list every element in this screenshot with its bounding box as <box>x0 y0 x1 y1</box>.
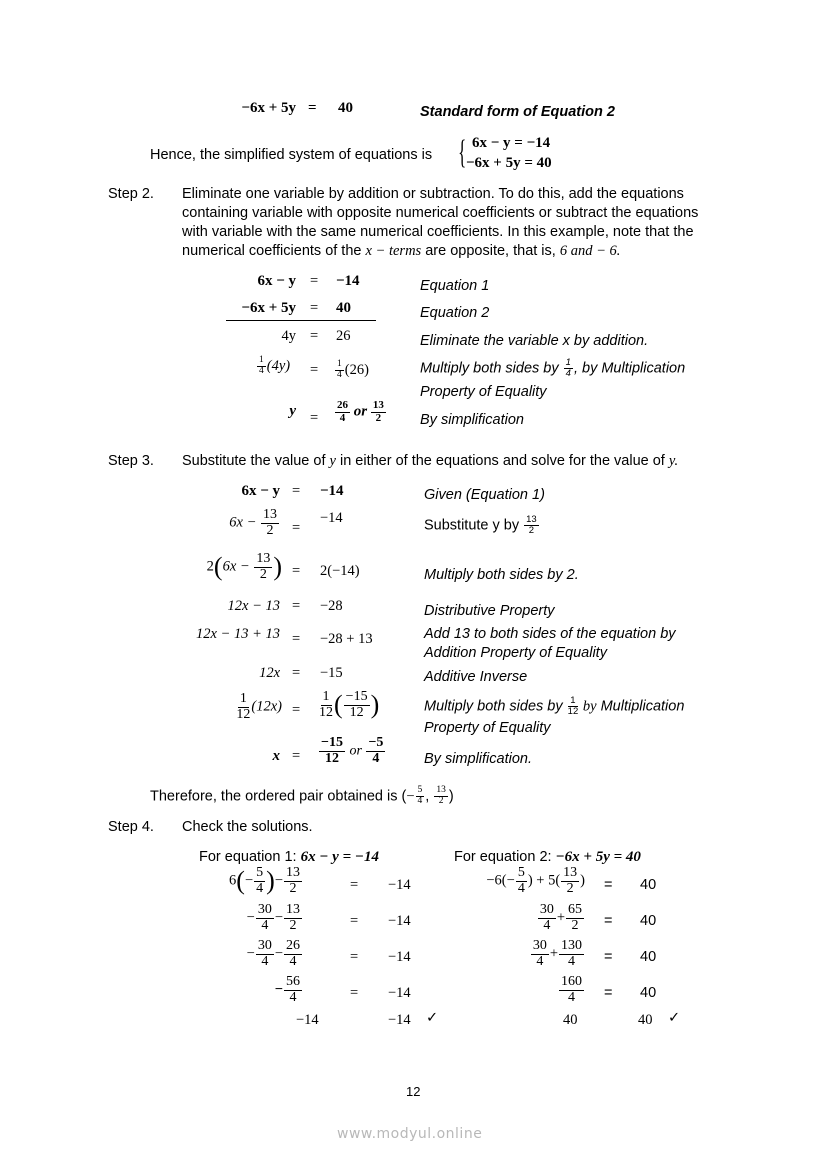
eq2-std-lhs: −6x + 5y <box>241 100 296 116</box>
row-rhs: −15 <box>320 665 343 681</box>
step-2-line-2: containing variable with opposite numerical coefficients or subtract the equations <box>182 205 699 221</box>
row-note: Substitute y by $\frac{13}{2}$ <box>424 514 537 536</box>
check-eq2-heading: For equation 2: −6x + 5y = 40 <box>454 849 641 865</box>
check-eq1-row-4-equals: = <box>350 985 359 1001</box>
row-lhs: 12x − 13 <box>227 598 280 614</box>
row-rhs: 40 <box>336 300 351 316</box>
row-note: By simplification <box>420 412 524 428</box>
check-eq1-row-5-lhs: −14 <box>296 1012 319 1028</box>
check-eq2-row-3-rhs: 40 <box>640 949 657 965</box>
row-equals: = <box>292 665 301 681</box>
row-rhs: −28 + 13 <box>320 631 373 647</box>
row-lhs: 4y <box>281 328 296 344</box>
row-note: Multiply both sides by $\frac{1}{12}$ by Multiplication <box>424 695 685 717</box>
check-eq1-row-3-rhs: −14 <box>388 949 411 965</box>
check-eq1-heading: For equation 1: 6x − y = −14 <box>199 849 379 865</box>
check-eq1-row-3-equals: = <box>350 949 359 965</box>
row-note-2: Addition Property of Equality <box>424 645 607 661</box>
row-note: Additive Inverse <box>424 669 528 685</box>
row-note: Equation 1 <box>420 278 490 294</box>
row-equals: = <box>292 598 301 614</box>
row-rhs: −28 <box>320 598 343 614</box>
system-eq1: 6x − y = −14 <box>472 135 551 151</box>
check-eq1-row-2-rhs: −14 <box>388 913 411 929</box>
row-note: Multiply both sides by 2. <box>424 567 579 583</box>
check-eq2-row-2-lhs: $\frac{30}{4}$ + $\frac{65}{2}$ <box>539 902 582 933</box>
step-2-line-4-prefix: numerical coefficients of the <box>182 243 366 259</box>
step-2-line-3: with variable with the same numerical coefficients. In this example, note that the <box>182 224 694 240</box>
check-eq2-row-4-equals: = <box>604 985 613 1001</box>
row-equals: = <box>292 483 301 499</box>
check-eq2-row-2-rhs: 40 <box>640 913 657 929</box>
check-eq2-row-5-lhs: 40 <box>563 1012 578 1028</box>
check-mark-icon: ✓ <box>668 1010 681 1026</box>
row-note: Given (Equation 1) <box>424 487 545 503</box>
row-equals: = <box>292 748 301 764</box>
watermark: www.modyul.online <box>337 1126 483 1142</box>
row-note: Equation 2 <box>420 305 490 321</box>
row-lhs: 6x − $\frac{13}{2}$ <box>229 507 277 538</box>
row-note: By simplification. <box>424 751 532 767</box>
check-eq2-row-3-equals: = <box>604 949 613 965</box>
page-number: 12 <box>406 1084 421 1099</box>
x-terms-math: x − terms <box>365 243 422 259</box>
check-eq1-row-2-lhs: − $\frac{30}{4}$ − $\frac{13}{2}$ <box>246 902 300 933</box>
check-mark-icon: ✓ <box>426 1010 439 1026</box>
eq2-std-equals: = <box>308 100 317 116</box>
row-note: Multiply both sides by $\frac{1}{4}$ , by Multiplication <box>420 357 686 379</box>
system-eq2: −6x + 5y = 40 <box>466 155 552 171</box>
step-2-line-4-mid: are opposite, that is, <box>421 243 560 259</box>
row-equals: = <box>292 520 301 536</box>
check-eq2-row-1-rhs: 40 <box>640 877 657 893</box>
hence-text: Hence, the simplified system of equations is <box>150 147 433 163</box>
row-rhs: 2(−14) <box>320 563 360 579</box>
six-and-neg-six-math: 6 and − 6. <box>559 243 621 259</box>
eq2-std-note: Standard form of Equation 2 <box>420 104 615 120</box>
check-eq2-row-3-lhs: $\frac{30}{4}$ + $\frac{130}{4}$ <box>532 938 582 969</box>
step-3-intro: Substitute the value of y in either of the equations and solve for the value of y. <box>182 453 679 469</box>
eq2-std-rhs: 40 <box>338 100 353 116</box>
check-eq1-row-4-lhs: − $\frac{56}{4}$ <box>274 974 300 1005</box>
row-lhs: $\frac{1}{4}$ (4y) <box>259 355 291 376</box>
row-note: Add 13 to both sides of the equation by <box>424 626 676 642</box>
left-brace: { <box>458 134 467 171</box>
check-eq2-row-1-equals: = <box>604 877 613 893</box>
row-note: Distributive Property <box>424 603 555 619</box>
row-equals: = <box>310 410 319 426</box>
row-lhs: y <box>289 403 296 419</box>
check-eq2-row-2-equals: = <box>604 913 613 929</box>
row-lhs: x <box>272 748 280 764</box>
check-eq1-row-1-lhs: 6(− $\frac{5}{4}$ )− $\frac{13}{2}$ <box>229 865 300 896</box>
row-note-2: Property of Equality <box>420 384 547 400</box>
step-2-line-1: Eliminate one variable by addition or subtraction. To do this, add the equations <box>182 186 684 202</box>
check-eq1-row-1-equals: = <box>350 877 359 893</box>
row-lhs: 12x <box>259 665 280 681</box>
step-2-line-4 <box>182 243 620 260</box>
row-lhs: 2(6x − $\frac{13}{2}$ ) <box>206 551 282 582</box>
step-4-intro: Check the solutions. <box>182 819 313 835</box>
row-rhs: 26 <box>336 328 351 344</box>
check-eq2-row-4-lhs: $\frac{160}{4}$ <box>561 974 582 1005</box>
row-lhs: $\frac{1}{12}$ (12x) <box>236 691 282 722</box>
check-eq1-row-5-rhs: −14 <box>388 1012 411 1028</box>
row-equals: = <box>292 631 301 647</box>
row-rhs: −14 <box>320 483 344 499</box>
step-4-label: Step 4. <box>108 819 154 835</box>
row-equals: = <box>310 300 319 316</box>
addition-rule-line <box>226 320 376 321</box>
row-lhs: 12x − 13 + 13 <box>195 626 280 642</box>
row-note-2: Property of Equality <box>424 720 551 736</box>
step-3-label: Step 3. <box>108 453 154 469</box>
row-lhs: −6x + 5y <box>241 300 296 316</box>
check-eq2-row-5-rhs: 40 <box>638 1012 653 1028</box>
check-eq1-row-2-equals: = <box>350 913 359 929</box>
row-lhs: 6x − y <box>257 273 296 289</box>
row-equals: = <box>292 702 301 718</box>
step-2-label: Step 2. <box>108 186 154 202</box>
row-rhs: $\frac{26}{4}$ or $\frac{13}{2}$ <box>337 399 384 424</box>
check-eq1-row-1-rhs: −14 <box>388 877 411 893</box>
row-note: Eliminate the variable x by addition. <box>420 333 649 349</box>
ordered-pair-line: Therefore, the ordered pair obtained is (− $\frac{5}{4}$ , $\frac{13}{2}$ ) <box>150 785 454 806</box>
row-rhs: −14 <box>336 273 360 289</box>
check-eq1-row-4-rhs: −14 <box>388 985 411 1001</box>
row-rhs: $\frac{1}{12}$ ( $\frac{-15}{12}$ ) <box>319 689 380 720</box>
row-equals: = <box>310 362 319 378</box>
check-eq1-row-3-lhs: − $\frac{30}{4}$ − $\frac{26}{4}$ <box>246 938 300 969</box>
check-eq2-row-1-lhs: −6(− $\frac{5}{4}$ ) + 5( $\frac{13}{2}$ ) <box>486 865 585 896</box>
row-equals: = <box>292 563 301 579</box>
row-rhs: −14 <box>320 510 343 526</box>
row-lhs: 6x − y <box>241 483 280 499</box>
row-rhs: $\frac{1}{4}$ (26) <box>337 359 369 380</box>
row-equals: = <box>310 328 319 344</box>
row-equals: = <box>310 273 319 289</box>
check-eq2-row-4-rhs: 40 <box>640 985 657 1001</box>
row-rhs: $\frac{-15}{12}$ or $\frac{-5}{4}$ <box>321 735 384 766</box>
